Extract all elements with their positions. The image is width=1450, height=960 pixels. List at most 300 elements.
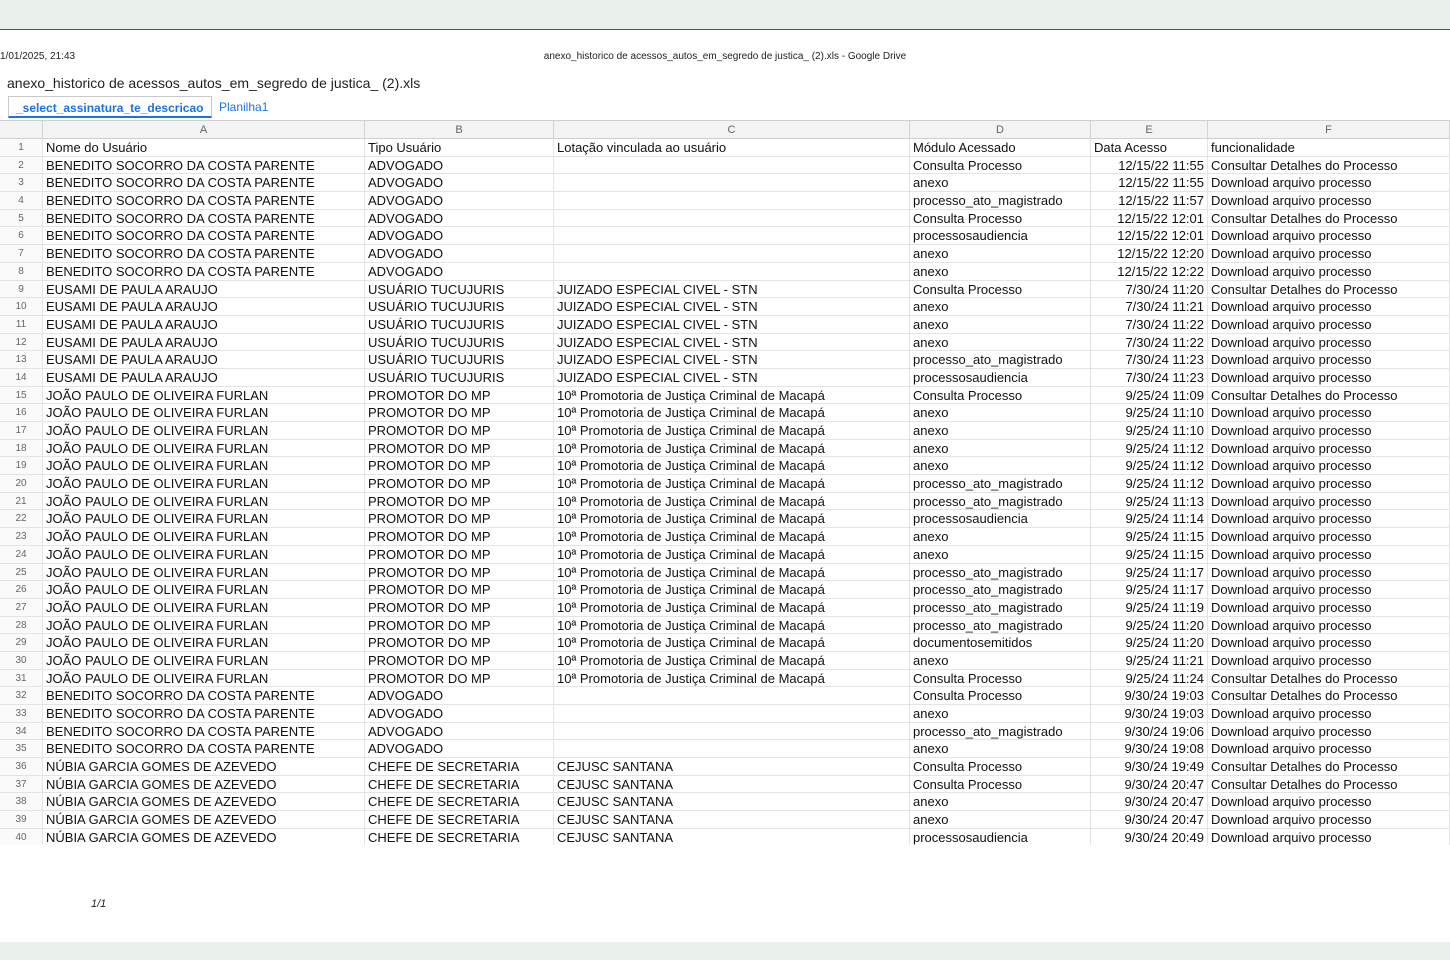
cell-access-date[interactable]: 9/25/24 11:12 [1091,475,1208,492]
row-number[interactable]: 19 [0,457,43,474]
cell-user-name[interactable]: NÚBIA GARCIA GOMES DE AZEVEDO [43,793,365,810]
cell-access-date[interactable]: 9/30/24 20:47 [1091,793,1208,810]
cell-module[interactable]: Consulta Processo [910,157,1091,174]
table-row [0,316,1450,334]
cell-user-type[interactable]: CHEFE DE SECRETARIA [365,776,554,793]
cell-user-type[interactable]: PROMOTOR DO MP [365,670,554,687]
cell-user-type[interactable]: PROMOTOR DO MP [365,528,554,545]
row-number[interactable]: 30 [0,652,43,669]
cell-user-name[interactable]: NÚBIA GARCIA GOMES DE AZEVEDO [43,811,365,828]
cell-functionality[interactable]: Download arquivo processo [1208,634,1450,651]
cell-access-date[interactable]: 9/25/24 11:20 [1091,617,1208,634]
cell-module[interactable]: processo_ato_magistrado [910,723,1091,740]
cell-access-date[interactable]: 9/30/24 19:08 [1091,740,1208,757]
spreadsheet-grid [0,120,1450,845]
cell-user-type[interactable]: ADVOGADO [365,210,554,227]
cell-functionality[interactable]: Download arquivo processo [1208,316,1450,333]
cell-user-name[interactable]: JOÃO PAULO DE OLIVEIRA FURLAN [43,457,365,474]
cell-functionality[interactable]: Download arquivo processo [1208,263,1450,280]
row-number[interactable]: 8 [0,263,43,280]
cell-access-date[interactable]: 9/25/24 11:21 [1091,652,1208,669]
cell-user-unit[interactable] [554,740,910,757]
table-row [0,687,1450,705]
cell-access-date[interactable]: 9/30/24 19:06 [1091,723,1208,740]
cell-access-date[interactable]: 9/25/24 11:12 [1091,457,1208,474]
cell-access-date[interactable]: 9/25/24 11:14 [1091,510,1208,527]
cell-module[interactable]: anexo [910,263,1091,280]
cell-access-date[interactable]: 9/30/24 20:47 [1091,811,1208,828]
cell-user-name[interactable]: JOÃO PAULO DE OLIVEIRA FURLAN [43,404,365,421]
cell-access-date[interactable]: 12/15/22 11:57 [1091,192,1208,209]
cell-access-date[interactable]: 9/25/24 11:15 [1091,528,1208,545]
cell-user-unit[interactable]: 10ª Promotoria de Justiça Criminal de Macapá [554,475,910,492]
cell-module[interactable]: Consulta Processo [910,387,1091,404]
cell-user-unit[interactable]: 10ª Promotoria de Justiça Criminal de Macapá [554,422,910,439]
cell-user-unit[interactable]: 10ª Promotoria de Justiça Criminal de Macapá [554,493,910,510]
cell-access-date[interactable]: 9/30/24 20:49 [1091,829,1208,845]
cell-module[interactable]: anexo [910,174,1091,191]
cell-user-type[interactable]: PROMOTOR DO MP [365,387,554,404]
table-row [0,758,1450,776]
cell-functionality[interactable]: Download arquivo processo [1208,740,1450,757]
cell-module[interactable]: anexo [910,457,1091,474]
cell-module[interactable]: anexo [910,316,1091,333]
cell-user-type[interactable]: USUÁRIO TUCUJURIS [365,369,554,386]
cell-user-unit[interactable]: CEJUSC SANTANA [554,793,910,810]
row-number[interactable]: 38 [0,793,43,810]
cell-user-type[interactable]: PROMOTOR DO MP [365,546,554,563]
cell-module[interactable]: Módulo Acessado [910,139,1091,156]
column-header-d[interactable]: D [910,121,1091,138]
cell-user-type[interactable]: ADVOGADO [365,245,554,262]
cell-functionality[interactable]: Download arquivo processo [1208,404,1450,421]
cell-access-date[interactable]: 9/30/24 19:03 [1091,705,1208,722]
cell-user-type[interactable]: CHEFE DE SECRETARIA [365,829,554,845]
cell-access-date[interactable]: 12/15/22 11:55 [1091,174,1208,191]
cell-user-name[interactable]: BENEDITO SOCORRO DA COSTA PARENTE [43,263,365,280]
cell-module[interactable]: processo_ato_magistrado [910,351,1091,368]
cell-functionality[interactable]: Consultar Detalhes do Processo [1208,776,1450,793]
cell-user-type[interactable]: ADVOGADO [365,687,554,704]
cell-functionality[interactable]: Download arquivo processo [1208,723,1450,740]
cell-functionality[interactable]: Download arquivo processo [1208,457,1450,474]
cell-user-unit[interactable]: 10ª Promotoria de Justiça Criminal de Macapá [554,670,910,687]
cell-module[interactable]: anexo [910,245,1091,262]
cell-access-date[interactable]: 9/30/24 19:03 [1091,687,1208,704]
cell-user-type[interactable]: ADVOGADO [365,263,554,280]
sheet-tab-planilha1[interactable]: Planilha1 [219,100,269,114]
row-number[interactable]: 18 [0,440,43,457]
cell-user-unit[interactable]: CEJUSC SANTANA [554,758,910,775]
cell-user-type[interactable]: PROMOTOR DO MP [365,581,554,598]
cell-user-unit[interactable]: 10ª Promotoria de Justiça Criminal de Macapá [554,599,910,616]
cell-user-type[interactable]: ADVOGADO [365,174,554,191]
cell-user-name[interactable]: JOÃO PAULO DE OLIVEIRA FURLAN [43,581,365,598]
cell-user-name[interactable]: BENEDITO SOCORRO DA COSTA PARENTE [43,705,365,722]
cell-module[interactable]: processosaudiencia [910,369,1091,386]
cell-functionality[interactable]: Download arquivo processo [1208,652,1450,669]
row-number[interactable]: 23 [0,528,43,545]
row-number[interactable]: 13 [0,351,43,368]
cell-user-unit[interactable]: 10ª Promotoria de Justiça Criminal de Macapá [554,440,910,457]
row-number[interactable]: 32 [0,687,43,704]
cell-module[interactable]: processo_ato_magistrado [910,493,1091,510]
cell-user-unit[interactable]: 10ª Promotoria de Justiça Criminal de Macapá [554,634,910,651]
cell-user-name[interactable]: NÚBIA GARCIA GOMES DE AZEVEDO [43,758,365,775]
row-number[interactable]: 21 [0,493,43,510]
cell-module[interactable]: anexo [910,705,1091,722]
cell-access-date[interactable]: 9/25/24 11:10 [1091,404,1208,421]
table-row [0,617,1450,635]
cell-access-date[interactable]: 7/30/24 11:22 [1091,316,1208,333]
cell-user-name[interactable]: EUSAMI DE PAULA ARAUJO [43,369,365,386]
cell-user-name[interactable]: JOÃO PAULO DE OLIVEIRA FURLAN [43,564,365,581]
cell-user-unit[interactable]: 10ª Promotoria de Justiça Criminal de Macapá [554,404,910,421]
cell-access-date[interactable]: 9/25/24 11:12 [1091,440,1208,457]
cell-user-name[interactable]: JOÃO PAULO DE OLIVEIRA FURLAN [43,617,365,634]
cell-user-type[interactable]: ADVOGADO [365,723,554,740]
cell-functionality[interactable]: Download arquivo processo [1208,227,1450,244]
cell-functionality[interactable]: Download arquivo processo [1208,245,1450,262]
row-number[interactable]: 35 [0,740,43,757]
cell-functionality[interactable]: Download arquivo processo [1208,829,1450,845]
cell-user-unit[interactable]: CEJUSC SANTANA [554,829,910,845]
cell-access-date[interactable]: 7/30/24 11:20 [1091,281,1208,298]
row-number[interactable]: 14 [0,369,43,386]
cell-user-name[interactable]: JOÃO PAULO DE OLIVEIRA FURLAN [43,652,365,669]
cell-functionality[interactable]: funcionalidade [1208,139,1450,156]
table-row [0,829,1450,845]
cell-user-name[interactable]: JOÃO PAULO DE OLIVEIRA FURLAN [43,387,365,404]
cell-functionality[interactable]: Download arquivo processo [1208,793,1450,810]
cell-user-unit[interactable]: JUIZADO ESPECIAL CIVEL - STN [554,298,910,315]
cell-user-type[interactable]: PROMOTOR DO MP [365,457,554,474]
cell-user-unit[interactable]: 10ª Promotoria de Justiça Criminal de Macapá [554,617,910,634]
cell-user-type[interactable]: PROMOTOR DO MP [365,564,554,581]
cell-access-date[interactable]: 12/15/22 12:22 [1091,263,1208,280]
cell-access-date[interactable]: 7/30/24 11:21 [1091,298,1208,315]
table-row [0,475,1450,493]
cell-user-unit[interactable]: JUIZADO ESPECIAL CIVEL - STN [554,351,910,368]
cell-user-name[interactable]: JOÃO PAULO DE OLIVEIRA FURLAN [43,528,365,545]
cell-functionality[interactable]: Consultar Detalhes do Processo [1208,687,1450,704]
cell-functionality[interactable]: Download arquivo processo [1208,510,1450,527]
row-number[interactable]: 16 [0,404,43,421]
cell-functionality[interactable]: Download arquivo processo [1208,422,1450,439]
cell-user-name[interactable]: JOÃO PAULO DE OLIVEIRA FURLAN [43,634,365,651]
table-row [0,157,1450,175]
row-number[interactable]: 11 [0,316,43,333]
cell-user-unit[interactable] [554,174,910,191]
cell-functionality[interactable]: Download arquivo processo [1208,369,1450,386]
cell-module[interactable]: processosaudiencia [910,227,1091,244]
cell-user-unit[interactable] [554,157,910,174]
cell-functionality[interactable]: Download arquivo processo [1208,564,1450,581]
cell-module[interactable]: anexo [910,740,1091,757]
cell-user-unit[interactable]: 10ª Promotoria de Justiça Criminal de Macapá [554,546,910,563]
cell-user-unit[interactable] [554,723,910,740]
cell-access-date[interactable]: 9/25/24 11:19 [1091,599,1208,616]
cell-user-name[interactable]: EUSAMI DE PAULA ARAUJO [43,334,365,351]
cell-functionality[interactable]: Consultar Detalhes do Processo [1208,387,1450,404]
row-number[interactable]: 7 [0,245,43,262]
cell-module[interactable]: anexo [910,334,1091,351]
cell-user-unit[interactable]: 10ª Promotoria de Justiça Criminal de Macapá [554,652,910,669]
cell-user-unit[interactable]: JUIZADO ESPECIAL CIVEL - STN [554,316,910,333]
cell-access-date[interactable]: 9/25/24 11:13 [1091,493,1208,510]
column-header-a[interactable]: A [43,121,365,138]
cell-access-date[interactable]: 7/30/24 11:22 [1091,334,1208,351]
cell-functionality[interactable]: Consultar Detalhes do Processo [1208,758,1450,775]
cell-user-name[interactable]: EUSAMI DE PAULA ARAUJO [43,281,365,298]
table-row [0,634,1450,652]
cell-user-type[interactable]: PROMOTOR DO MP [365,599,554,616]
cell-user-type[interactable]: USUÁRIO TUCUJURIS [365,298,554,315]
cell-module[interactable]: processo_ato_magistrado [910,192,1091,209]
cell-user-name[interactable]: BENEDITO SOCORRO DA COSTA PARENTE [43,227,365,244]
row-number[interactable]: 6 [0,227,43,244]
cell-user-type[interactable]: CHEFE DE SECRETARIA [365,793,554,810]
cell-module[interactable]: anexo [910,404,1091,421]
row-number[interactable]: 29 [0,634,43,651]
cell-user-name[interactable]: JOÃO PAULO DE OLIVEIRA FURLAN [43,546,365,563]
cell-functionality[interactable]: Download arquivo processo [1208,811,1450,828]
row-number[interactable]: 12 [0,334,43,351]
cell-functionality[interactable]: Download arquivo processo [1208,528,1450,545]
cell-user-name[interactable]: BENEDITO SOCORRO DA COSTA PARENTE [43,245,365,262]
cell-module[interactable]: anexo [910,422,1091,439]
cell-user-name[interactable]: EUSAMI DE PAULA ARAUJO [43,298,365,315]
cell-user-type[interactable]: ADVOGADO [365,705,554,722]
cell-user-type[interactable]: PROMOTOR DO MP [365,652,554,669]
cell-user-name[interactable]: NÚBIA GARCIA GOMES DE AZEVEDO [43,776,365,793]
cell-module[interactable]: processo_ato_magistrado [910,599,1091,616]
cell-user-unit[interactable]: 10ª Promotoria de Justiça Criminal de Macapá [554,564,910,581]
cell-user-name[interactable]: EUSAMI DE PAULA ARAUJO [43,316,365,333]
cell-functionality[interactable]: Download arquivo processo [1208,334,1450,351]
row-number[interactable]: 5 [0,210,43,227]
cell-access-date[interactable]: 12/15/22 12:01 [1091,227,1208,244]
cell-access-date[interactable]: 7/30/24 11:23 [1091,351,1208,368]
table-row [0,440,1450,458]
cell-user-type[interactable]: USUÁRIO TUCUJURIS [365,316,554,333]
cell-user-type[interactable]: PROMOTOR DO MP [365,510,554,527]
cell-user-unit[interactable]: 10ª Promotoria de Justiça Criminal de Macapá [554,581,910,598]
cell-user-name[interactable]: JOÃO PAULO DE OLIVEIRA FURLAN [43,440,365,457]
cell-user-unit[interactable] [554,687,910,704]
cell-access-date[interactable]: 9/25/24 11:20 [1091,634,1208,651]
table-row [0,227,1450,245]
cell-user-name[interactable]: BENEDITO SOCORRO DA COSTA PARENTE [43,157,365,174]
cell-functionality[interactable]: Download arquivo processo [1208,617,1450,634]
cell-functionality[interactable]: Download arquivo processo [1208,192,1450,209]
row-number[interactable]: 4 [0,192,43,209]
column-header-f[interactable]: F [1208,121,1450,138]
cell-user-type[interactable]: PROMOTOR DO MP [365,440,554,457]
cell-module[interactable]: anexo [910,528,1091,545]
row-number[interactable]: 34 [0,723,43,740]
cell-user-name[interactable]: BENEDITO SOCORRO DA COSTA PARENTE [43,174,365,191]
cell-user-type[interactable]: USUÁRIO TUCUJURIS [365,281,554,298]
cell-user-type[interactable]: PROMOTOR DO MP [365,422,554,439]
cell-user-name[interactable]: BENEDITO SOCORRO DA COSTA PARENTE [43,687,365,704]
cell-user-unit[interactable]: JUIZADO ESPECIAL CIVEL - STN [554,334,910,351]
cell-user-name[interactable]: EUSAMI DE PAULA ARAUJO [43,351,365,368]
cell-access-date[interactable]: Data Acesso [1091,139,1208,156]
row-number[interactable]: 25 [0,564,43,581]
cell-user-type[interactable]: PROMOTOR DO MP [365,475,554,492]
cell-module[interactable]: processosaudiencia [910,829,1091,845]
row-number[interactable]: 20 [0,475,43,492]
row-number[interactable]: 1 [0,139,43,156]
cell-functionality[interactable]: Download arquivo processo [1208,599,1450,616]
row-number[interactable]: 3 [0,174,43,191]
cell-access-date[interactable]: 9/25/24 11:10 [1091,422,1208,439]
row-number[interactable]: 22 [0,510,43,527]
row-number[interactable]: 17 [0,422,43,439]
cell-user-type[interactable]: ADVOGADO [365,740,554,757]
cell-user-type[interactable]: Tipo Usuário [365,139,554,156]
cell-user-unit[interactable] [554,210,910,227]
row-number[interactable]: 15 [0,387,43,404]
cell-user-name[interactable]: JOÃO PAULO DE OLIVEIRA FURLAN [43,670,365,687]
row-number[interactable]: 37 [0,776,43,793]
cell-functionality[interactable]: Download arquivo processo [1208,475,1450,492]
row-number[interactable]: 24 [0,546,43,563]
cell-module[interactable]: processosaudiencia [910,510,1091,527]
cell-user-type[interactable]: CHEFE DE SECRETARIA [365,758,554,775]
cell-module[interactable]: documentosemitidos [910,634,1091,651]
cell-functionality[interactable]: Consultar Detalhes do Processo [1208,670,1450,687]
cell-access-date[interactable]: 9/25/24 11:24 [1091,670,1208,687]
column-header-c[interactable]: C [554,121,910,138]
cell-user-type[interactable]: CHEFE DE SECRETARIA [365,811,554,828]
cell-user-unit[interactable] [554,227,910,244]
row-number[interactable]: 36 [0,758,43,775]
cell-access-date[interactable]: 7/30/24 11:23 [1091,369,1208,386]
column-header-b[interactable]: B [365,121,554,138]
cell-user-type[interactable]: PROMOTOR DO MP [365,617,554,634]
cell-module[interactable]: anexo [910,546,1091,563]
cell-user-unit[interactable]: CEJUSC SANTANA [554,776,910,793]
cell-access-date[interactable]: 12/15/22 12:01 [1091,210,1208,227]
cell-user-name[interactable]: BENEDITO SOCORRO DA COSTA PARENTE [43,740,365,757]
cell-user-name[interactable]: BENEDITO SOCORRO DA COSTA PARENTE [43,192,365,209]
row-number[interactable]: 33 [0,705,43,722]
column-header-e[interactable]: E [1091,121,1208,138]
cell-user-type[interactable]: ADVOGADO [365,227,554,244]
cell-functionality[interactable]: Download arquivo processo [1208,298,1450,315]
cell-user-unit[interactable] [554,705,910,722]
cell-access-date[interactable]: 9/25/24 11:09 [1091,387,1208,404]
cell-access-date[interactable]: 9/25/24 11:15 [1091,546,1208,563]
cell-user-name[interactable]: BENEDITO SOCORRO DA COSTA PARENTE [43,723,365,740]
cell-user-type[interactable]: ADVOGADO [365,157,554,174]
cell-user-unit[interactable] [554,263,910,280]
cell-module[interactable]: anexo [910,440,1091,457]
cell-functionality[interactable]: Download arquivo processo [1208,174,1450,191]
cell-user-unit[interactable]: JUIZADO ESPECIAL CIVEL - STN [554,369,910,386]
row-number[interactable]: 9 [0,281,43,298]
cell-user-unit[interactable] [554,192,910,209]
cell-access-date[interactable]: 12/15/22 11:55 [1091,157,1208,174]
sheet-tab-active[interactable]: _select_assinatura_te_descricao [8,96,212,118]
cell-user-unit[interactable]: 10ª Promotoria de Justiça Criminal de Macapá [554,387,910,404]
cell-functionality[interactable]: Download arquivo processo [1208,581,1450,598]
cell-user-type[interactable]: ADVOGADO [365,192,554,209]
cell-user-name[interactable]: JOÃO PAULO DE OLIVEIRA FURLAN [43,510,365,527]
row-number[interactable]: 27 [0,599,43,616]
cell-user-unit[interactable]: 10ª Promotoria de Justiça Criminal de Macapá [554,528,910,545]
cell-user-name[interactable]: NÚBIA GARCIA GOMES DE AZEVEDO [43,829,365,845]
cell-user-unit[interactable]: JUIZADO ESPECIAL CIVEL - STN [554,281,910,298]
cell-module[interactable]: Consulta Processo [910,687,1091,704]
cell-user-type[interactable]: PROMOTOR DO MP [365,404,554,421]
cell-user-unit[interactable]: 10ª Promotoria de Justiça Criminal de Macapá [554,457,910,474]
cell-user-type[interactable]: USUÁRIO TUCUJURIS [365,351,554,368]
cell-module[interactable]: Consulta Processo [910,776,1091,793]
cell-functionality[interactable]: Consultar Detalhes do Processo [1208,157,1450,174]
cell-user-name[interactable]: JOÃO PAULO DE OLIVEIRA FURLAN [43,475,365,492]
cell-user-type[interactable]: PROMOTOR DO MP [365,493,554,510]
cell-access-date[interactable]: 9/25/24 11:17 [1091,564,1208,581]
cell-module[interactable]: processo_ato_magistrado [910,617,1091,634]
cell-module[interactable]: Consulta Processo [910,758,1091,775]
cell-functionality[interactable]: Consultar Detalhes do Processo [1208,281,1450,298]
cell-user-name[interactable]: JOÃO PAULO DE OLIVEIRA FURLAN [43,422,365,439]
cell-functionality[interactable]: Download arquivo processo [1208,705,1450,722]
cell-functionality[interactable]: Download arquivo processo [1208,351,1450,368]
row-number[interactable]: 10 [0,298,43,315]
cell-access-date[interactable]: 9/30/24 19:49 [1091,758,1208,775]
cell-functionality[interactable]: Download arquivo processo [1208,493,1450,510]
cell-module[interactable]: anexo [910,811,1091,828]
cell-access-date[interactable]: 9/25/24 11:17 [1091,581,1208,598]
cell-user-unit[interactable]: 10ª Promotoria de Justiça Criminal de Macapá [554,510,910,527]
cell-module[interactable]: processo_ato_magistrado [910,581,1091,598]
cell-user-unit[interactable]: Lotação vinculada ao usuário [554,139,910,156]
cell-functionality[interactable]: Consultar Detalhes do Processo [1208,210,1450,227]
row-number[interactable]: 39 [0,811,43,828]
cell-module[interactable]: Consulta Processo [910,281,1091,298]
cell-user-name[interactable]: BENEDITO SOCORRO DA COSTA PARENTE [43,210,365,227]
row-number[interactable]: 2 [0,157,43,174]
cell-user-unit[interactable] [554,245,910,262]
cell-user-unit[interactable]: CEJUSC SANTANA [554,811,910,828]
cell-functionality[interactable]: Download arquivo processo [1208,546,1450,563]
row-number[interactable]: 28 [0,617,43,634]
cell-user-name[interactable]: Nome do Usuário [43,139,365,156]
cell-user-name[interactable]: JOÃO PAULO DE OLIVEIRA FURLAN [43,599,365,616]
cell-module[interactable]: Consulta Processo [910,670,1091,687]
row-number[interactable]: 40 [0,829,43,845]
cell-module[interactable]: anexo [910,298,1091,315]
cell-user-name[interactable]: JOÃO PAULO DE OLIVEIRA FURLAN [43,493,365,510]
cell-access-date[interactable]: 9/30/24 20:47 [1091,776,1208,793]
row-number[interactable]: 31 [0,670,43,687]
cell-module[interactable]: anexo [910,652,1091,669]
cell-user-type[interactable]: PROMOTOR DO MP [365,634,554,651]
cell-functionality[interactable]: Download arquivo processo [1208,440,1450,457]
cell-user-type[interactable]: USUÁRIO TUCUJURIS [365,334,554,351]
cell-module[interactable]: Consulta Processo [910,210,1091,227]
cell-access-date[interactable]: 12/15/22 12:20 [1091,245,1208,262]
row-number[interactable]: 26 [0,581,43,598]
table-row [0,457,1450,475]
cell-module[interactable]: processo_ato_magistrado [910,564,1091,581]
cell-module[interactable]: processo_ato_magistrado [910,475,1091,492]
cell-module[interactable]: anexo [910,793,1091,810]
